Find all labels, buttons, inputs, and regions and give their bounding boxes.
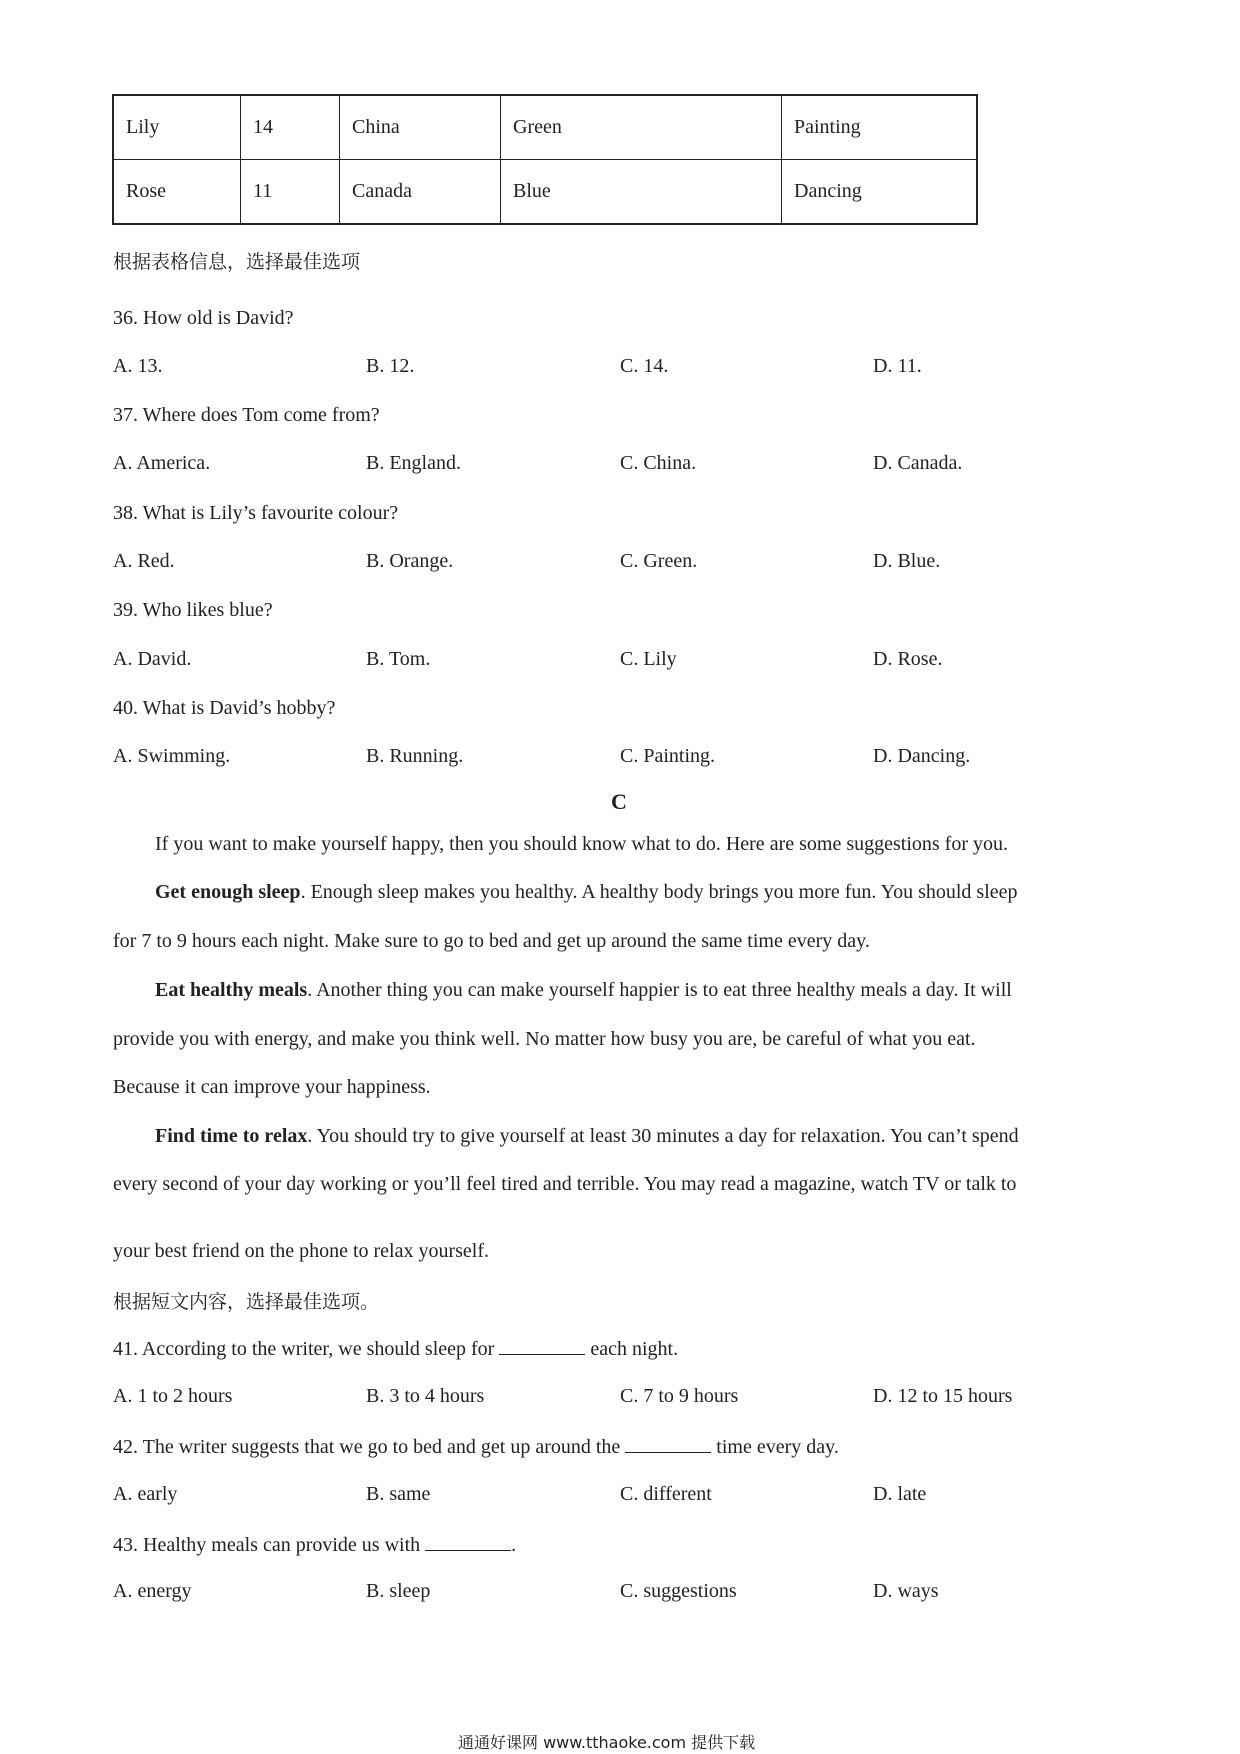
option-a: A. energy bbox=[113, 1580, 192, 1602]
instruction-table: 根据表格信息，选择最佳选项 bbox=[113, 251, 361, 273]
footer-text: 通通好课网 www.tthaoke.com 提供下载 bbox=[458, 1733, 756, 1752]
option-b: B. England. bbox=[366, 452, 461, 474]
option-d: D. Blue. bbox=[873, 550, 941, 572]
option-b: B. sleep bbox=[366, 1580, 431, 1602]
question-40: 40. What is David’s hobby? bbox=[113, 697, 336, 719]
answer-blank bbox=[425, 1532, 511, 1551]
table-cell: Green bbox=[501, 95, 782, 160]
option-d: D. Dancing. bbox=[873, 745, 971, 767]
answer-blank bbox=[625, 1434, 711, 1453]
passage-line: for 7 to 9 hours each night. Make sure to go to bed and get up around the same time every day. bbox=[113, 930, 870, 952]
question-43: 43. Healthy meals can provide us with . bbox=[113, 1534, 517, 1556]
option-c: C. 7 to 9 hours bbox=[620, 1385, 739, 1407]
instruction-passage: 根据短文内容，选择最佳选项。 bbox=[113, 1291, 380, 1313]
question-37: 37. Where does Tom come from? bbox=[113, 404, 380, 426]
table-cell: Lily bbox=[113, 95, 241, 160]
table-cell: 14 bbox=[241, 95, 340, 160]
option-a: A. America. bbox=[113, 452, 211, 474]
option-b: B. 12. bbox=[366, 355, 415, 377]
option-b: B. Running. bbox=[366, 745, 464, 767]
passage-line: provide you with energy, and make you think well. No matter how busy you are, be careful of what you eat. bbox=[113, 1028, 976, 1050]
passage-line: Find time to relax. You should try to give yourself at least 30 minutes a day for relaxation. You can’t spend bbox=[155, 1125, 1019, 1147]
section-heading: C bbox=[611, 789, 627, 814]
option-c: C. 14. bbox=[620, 355, 669, 377]
option-a: A. Red. bbox=[113, 550, 175, 572]
passage-subheading: Find time to relax bbox=[155, 1125, 308, 1147]
option-d: D. Canada. bbox=[873, 452, 963, 474]
passage-line: Get enough sleep. Enough sleep makes you healthy. A healthy body brings you more fun. You should sleep bbox=[155, 881, 1018, 903]
question-39: 39. Who likes blue? bbox=[113, 599, 273, 621]
table-cell: Painting bbox=[782, 95, 978, 160]
passage-line: Eat healthy meals. Another thing you can make yourself happier is to eat three healthy meals a day. It will bbox=[155, 979, 1012, 1001]
passage-subheading: Get enough sleep bbox=[155, 881, 301, 903]
passage-intro: If you want to make yourself happy, then you should know what to do. Here are some suggestions for you. bbox=[155, 833, 1008, 855]
option-a: A. Swimming. bbox=[113, 745, 231, 767]
passage-line: Because it can improve your happiness. bbox=[113, 1076, 431, 1098]
option-c: C. Lily bbox=[620, 648, 677, 670]
option-c: C. Green. bbox=[620, 550, 698, 572]
option-d: D. ways bbox=[873, 1580, 939, 1602]
question-36: 36. How old is David? bbox=[113, 307, 294, 329]
option-d: D. late bbox=[873, 1483, 927, 1505]
table-cell: Canada bbox=[340, 160, 501, 225]
question-38: 38. What is Lily’s favourite colour? bbox=[113, 502, 399, 524]
table-cell: Rose bbox=[113, 160, 241, 225]
passage-line: your best friend on the phone to relax yourself. bbox=[113, 1240, 490, 1262]
option-b: B. Tom. bbox=[366, 648, 431, 670]
passage-line: every second of your day working or you’ll feel tired and terrible. You may read a magazine, watch TV or talk to bbox=[113, 1173, 1017, 1195]
question-41: 41. According to the writer, we should sleep for each night. bbox=[113, 1338, 679, 1360]
option-b: B. same bbox=[366, 1483, 431, 1505]
option-a: A. early bbox=[113, 1483, 178, 1505]
option-b: B. Orange. bbox=[366, 550, 454, 572]
option-b: B. 3 to 4 hours bbox=[366, 1385, 485, 1407]
option-c: C. suggestions bbox=[620, 1580, 737, 1602]
option-a: A. 1 to 2 hours bbox=[113, 1385, 233, 1407]
table-cell: Dancing bbox=[782, 160, 978, 225]
question-42: 42. The writer suggests that we go to bed and get up around the time every day. bbox=[113, 1436, 839, 1458]
table-cell: 11 bbox=[241, 160, 340, 225]
option-c: C. Painting. bbox=[620, 745, 716, 767]
table-row bbox=[113, 160, 977, 225]
option-d: D. Rose. bbox=[873, 648, 943, 670]
answer-blank bbox=[499, 1336, 585, 1355]
table-cell: Blue bbox=[501, 160, 782, 225]
option-d: D. 11. bbox=[873, 355, 922, 377]
table-cell: China bbox=[340, 95, 501, 160]
option-d: D. 12 to 15 hours bbox=[873, 1385, 1013, 1407]
table-row bbox=[113, 95, 977, 160]
option-c: C. different bbox=[620, 1483, 712, 1505]
info-table bbox=[112, 94, 978, 225]
option-a: A. 13. bbox=[113, 355, 163, 377]
passage-subheading: Eat healthy meals bbox=[155, 979, 308, 1001]
option-c: C. China. bbox=[620, 452, 697, 474]
option-a: A. David. bbox=[113, 648, 192, 670]
